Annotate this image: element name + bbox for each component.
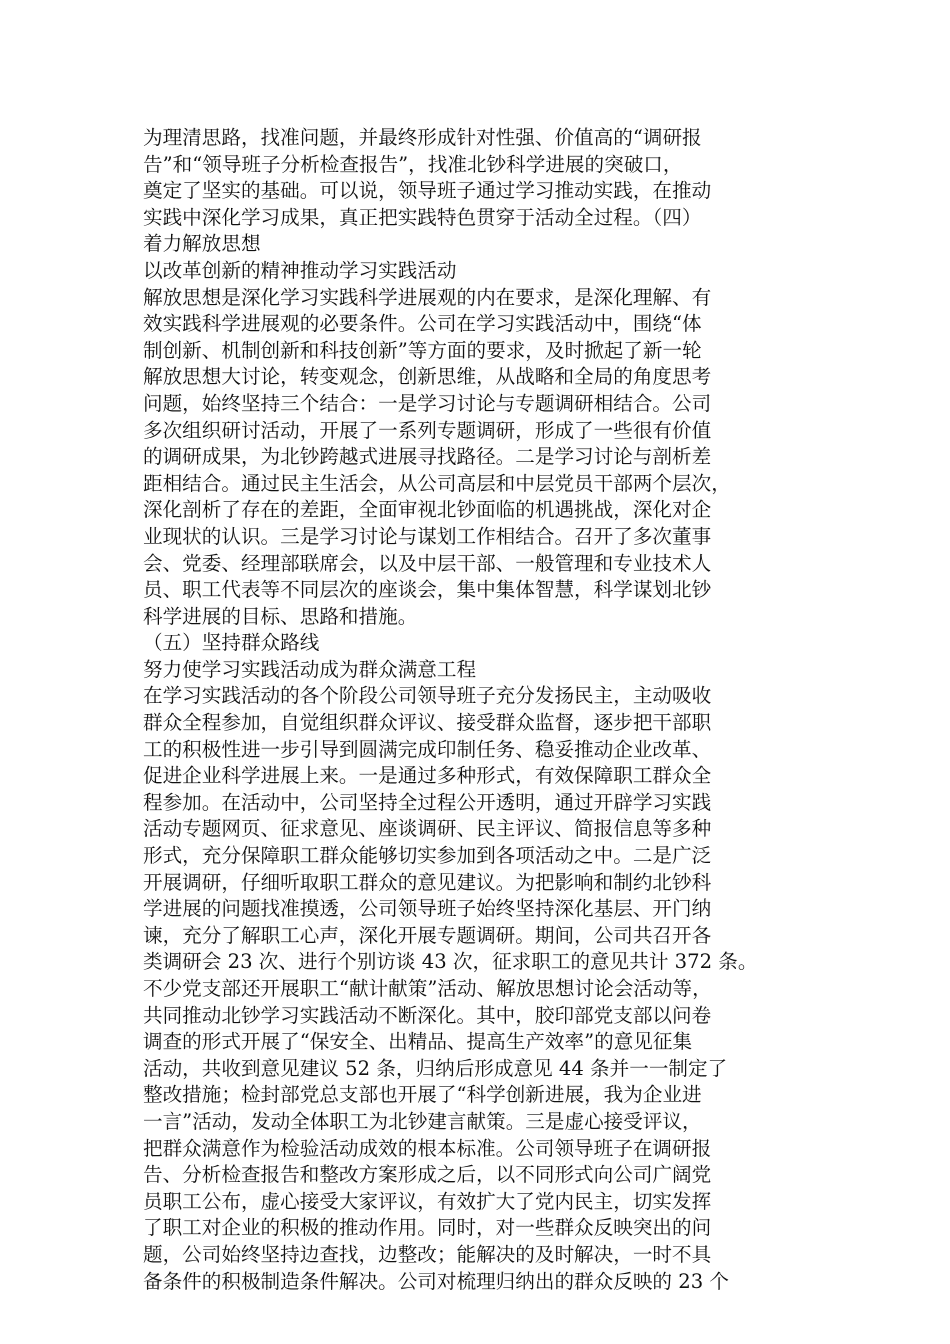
body-text (143, 125, 808, 1295)
text-line: 业现状的认识。三是学习讨论与谋划工作相结合。召开了多次董事 (143, 524, 712, 548)
text-line: 一言”活动，发动全体职工为北钞建言献策。三是虚心接受评议， (143, 1109, 702, 1133)
text-line: 效实践科学进展观的必要条件。公司在学习实践活动中，围绕“体 (143, 312, 702, 336)
text-line: 为理清思路，找准问题，并最终形成针对性强、价值高的“调研报 (143, 126, 702, 149)
text-line: 备条件的积极制造条件解决。公司对梳理归纳出的群众反映的 23 个 (143, 1269, 730, 1293)
section-subheading-line: 努力使学习实践活动成为群众满意工程 (143, 657, 477, 681)
text-line: 整改措施；检封部党总支部也开展了“科学创新进展，我为企业进 (143, 1083, 702, 1107)
text-line: 实践中深化学习成果，真正把实践特色贯穿于活动全过程。（四） (143, 205, 702, 229)
text-line: 工的积极性进一步引导到圆满完成印制任务、稳妥推动企业改革、 (143, 737, 712, 761)
text-line: 类调研会 23 次、进行个别访谈 43 次，征求职工的意见共计 372 条。 (143, 950, 758, 974)
text-line: 奠定了坚实的基础。可以说，领导班子通过学习推动实践，在推动 (143, 179, 712, 203)
text-line: 题，公司始终坚持边查找，边整改；能解决的及时解决，一时不具 (143, 1242, 712, 1266)
text-line: 了职工对企业的积极的推动作用。同时，对一些群众反映突出的问 (143, 1216, 712, 1240)
text-line: 开展调研，仔细听取职工群众的意见建议。为把影响和制约北钞科 (143, 870, 712, 894)
text-line: 学进展的问题找准摸透，公司领导班子始终坚持深化基层、开门纳 (143, 897, 712, 921)
text-line: 告、分析检查报告和整改方案形成之后，以不同形式向公司广阔党 (143, 1163, 712, 1187)
text-line: 促进企业科学进展上来。一是通过多种形式，有效保障职工群众全 (143, 764, 712, 788)
text-line: 共同推动北钞学习实践活动不断深化。其中，胶印部党支部以问卷 (143, 1003, 712, 1027)
text-line: 解放思想大讨论，转变观念，创新思维，从战略和全局的角度思考 (143, 365, 712, 389)
text-line: 会、党委、经理部联席会，以及中层干部、一般管理和专业技术人 (143, 551, 712, 575)
section-heading-line: （五）坚持群众路线 (143, 631, 320, 655)
text-line: 员、职工代表等不同层次的座谈会，集中集体智慧，科学谋划北钞 (143, 578, 712, 602)
text-line: 问题，始终坚持三个结合：一是学习讨论与专题调研相结合。公司 (143, 391, 712, 415)
text-line: 深化剖析了存在的差距，全面审视北钞面临的机遇挑战，深化对企 (143, 498, 712, 522)
text-line: 员职工公布，虚心接受大家评议，有效扩大了党内民主，切实发挥 (143, 1189, 712, 1213)
section-heading-line: 着力解放思想 (143, 232, 261, 256)
text-line: 距相结合。通过民主生活会，从公司高层和中层党员干部两个层次， (143, 471, 731, 495)
text-line: 活动，共收到意见建议 52 条，归纳后形成意见 44 条并一一制定了 (143, 1056, 728, 1080)
text-line: 群众全程参加，自觉组织群众评议、接受群众监督，逐步把干部职 (143, 711, 712, 735)
text-line: 科学进展的目标、思路和措施。 (143, 604, 418, 628)
text-line: 的调研成果，为北钞跨越式进展寻找路径。二是学习讨论与剖析差 (143, 445, 712, 469)
text-line: 调查的形式开展了“保安全、出精品、提高生产效率”的意见征集 (143, 1030, 693, 1054)
text-line: 解放思想是深化学习实践科学进展观的内在要求，是深化理解、有 (143, 285, 712, 309)
text-line: 在学习实践活动的各个阶段公司领导班子充分发扬民主，主动吸收 (143, 684, 712, 708)
text-line: 制创新、机制创新和科技创新”等方面的要求，及时掀起了新一轮 (143, 338, 702, 362)
text-line: 程参加。在活动中，公司坚持全过程公开透明，通过开辟学习实践 (143, 790, 712, 814)
text-line: 多次组织研讨活动，开展了一系列专题调研，形成了一些很有价值 (143, 418, 712, 442)
section-subheading-line: 以改革创新的精神推动学习实践活动 (143, 258, 457, 282)
text-line: 谏，充分了解职工心声，深化开展专题调研。期间，公司共召开各 (143, 923, 712, 947)
text-line: 告”和“领导班子分析检查报告”，找准北钞科学进展的突破口， (143, 152, 683, 176)
text-line: 把群众满意作为检验活动成效的根本标准。公司领导班子在调研报 (143, 1136, 712, 1160)
text-line: 活动专题网页、征求意见、座谈调研、民主评议、简报信息等多种 (143, 817, 712, 841)
text-line: 形式，充分保障职工群众能够切实参加到各项活动之中。二是广泛 (143, 844, 712, 868)
text-line: 不少党支部还开展职工“献计献策”活动、解放思想讨论会活动等， (143, 977, 712, 1000)
